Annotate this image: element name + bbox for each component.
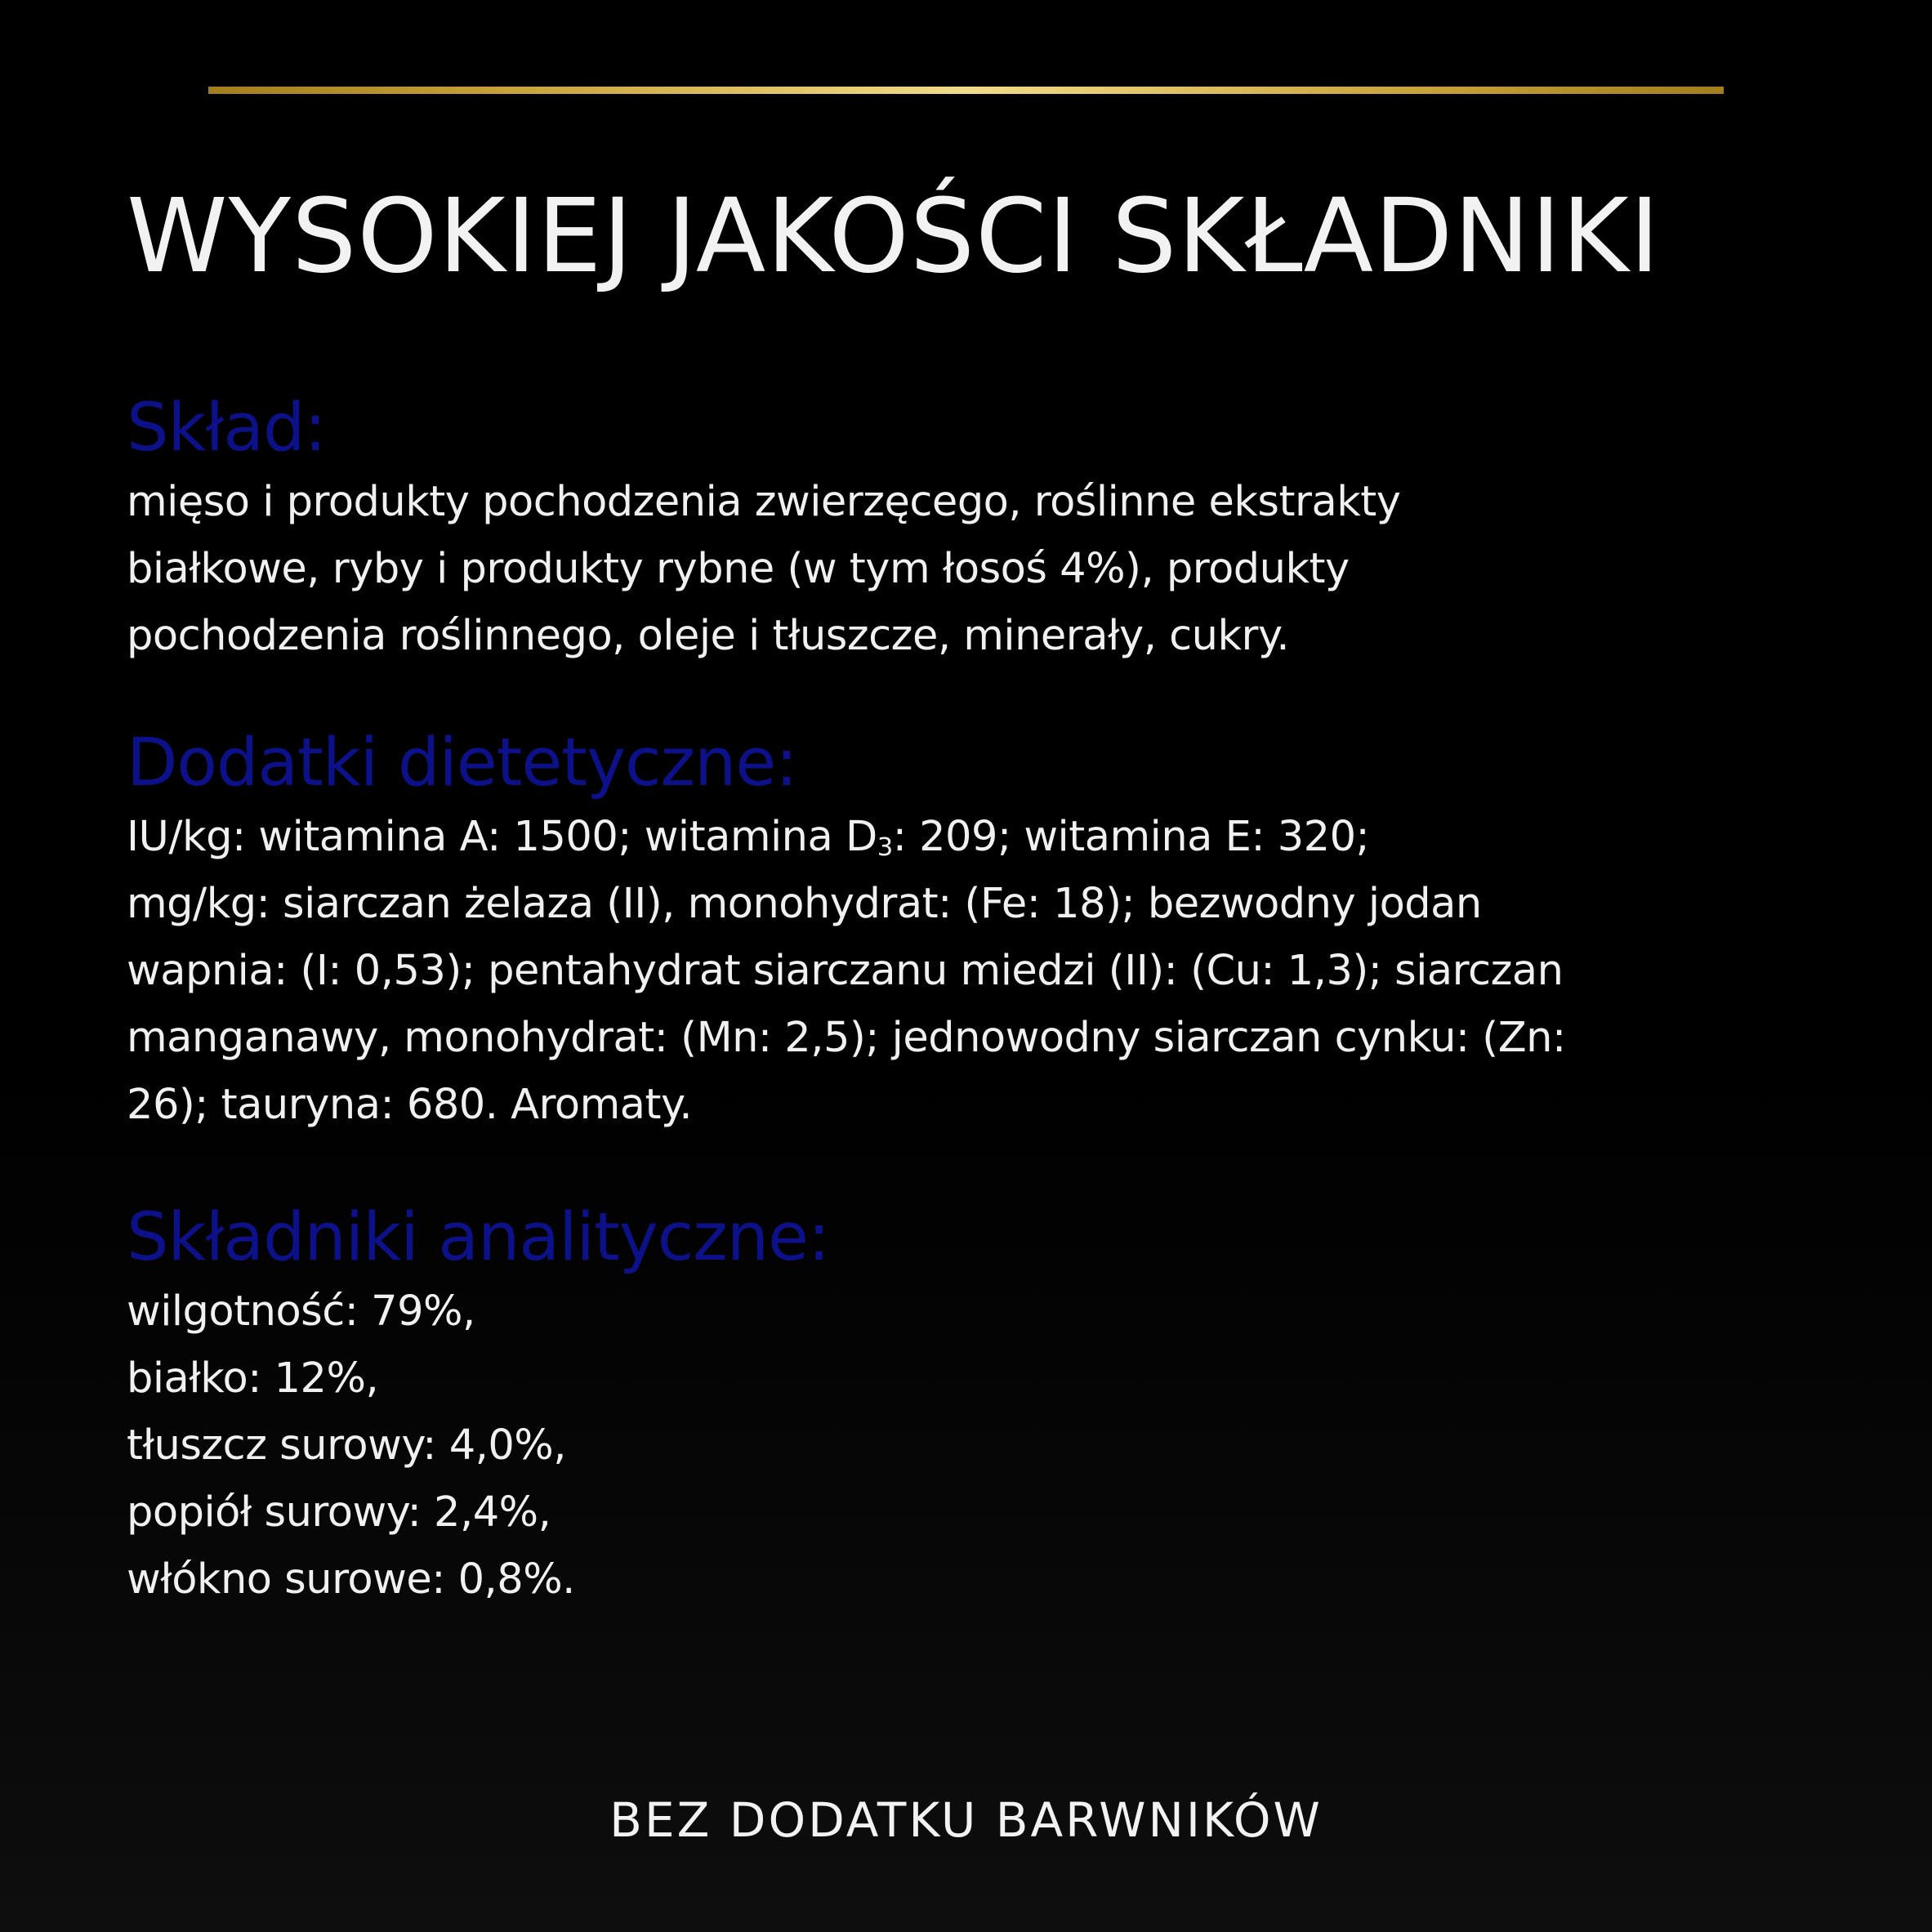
- analytical-line: białko: 12%,: [127, 1354, 379, 1403]
- composition-text: [127, 469, 1826, 670]
- analytical-line: wilgotność: 79%,: [127, 1287, 475, 1336]
- additives-text: [127, 804, 1826, 1139]
- analytical-line: tłuszcz surowy: 4,0%,: [127, 1421, 566, 1470]
- analytical-line: popiół surowy: 2,4%,: [127, 1488, 551, 1537]
- additives-line: wapnia: (I: 0,53); pentahydrat siarczanu miedzi (II): (Cu: 1,3); siarczan: [127, 947, 1564, 995]
- composition-heading: Skład:: [127, 390, 326, 466]
- analytical-section: [127, 1197, 1826, 1613]
- composition-line: mięso i produkty pochodzenia zwierzęcego, roślinne ekstrakty: [127, 478, 1401, 526]
- additives-section: [127, 722, 1826, 1139]
- additives-line-part: IU/kg: witamina A: 1500; witamina D: [127, 813, 877, 861]
- additives-line-part: : 209; witamina E: 320;: [892, 813, 1370, 861]
- no-colorants-note: BEZ DODATKU BARWNIKÓW: [609, 1792, 1323, 1848]
- composition-line: białkowe, ryby i produkty rybne (w tym łosoś 4%), produkty: [127, 545, 1350, 593]
- analytical-text: [127, 1278, 1826, 1613]
- additives-line: [127, 804, 1826, 871]
- additives-line: 26); tauryna: 680. Aromaty.: [127, 1081, 693, 1129]
- subscript-three: 3: [877, 833, 893, 863]
- additives-heading: Dodatki dietetyczne:: [127, 725, 797, 801]
- additives-line: mg/kg: siarczan żelaza (II), monohydrat: (Fe: 18); bezwodny jodan: [127, 880, 1482, 928]
- page-title: WYSOKIEJ JAKOŚCI SKŁADNIKI: [127, 177, 1661, 296]
- analytical-line: włókno surowe: 0,8%.: [127, 1555, 575, 1604]
- composition-section: [127, 387, 1826, 670]
- composition-line: pochodzenia roślinnego, oleje i tłuszcze, minerały, cukry.: [127, 612, 1290, 660]
- additives-line: manganawy, monohydrat: (Mn: 2,5); jednowodny siarczan cynku: (Zn:: [127, 1014, 1566, 1062]
- gold-divider: [208, 87, 1724, 94]
- analytical-heading: Składniki analityczne:: [127, 1199, 830, 1276]
